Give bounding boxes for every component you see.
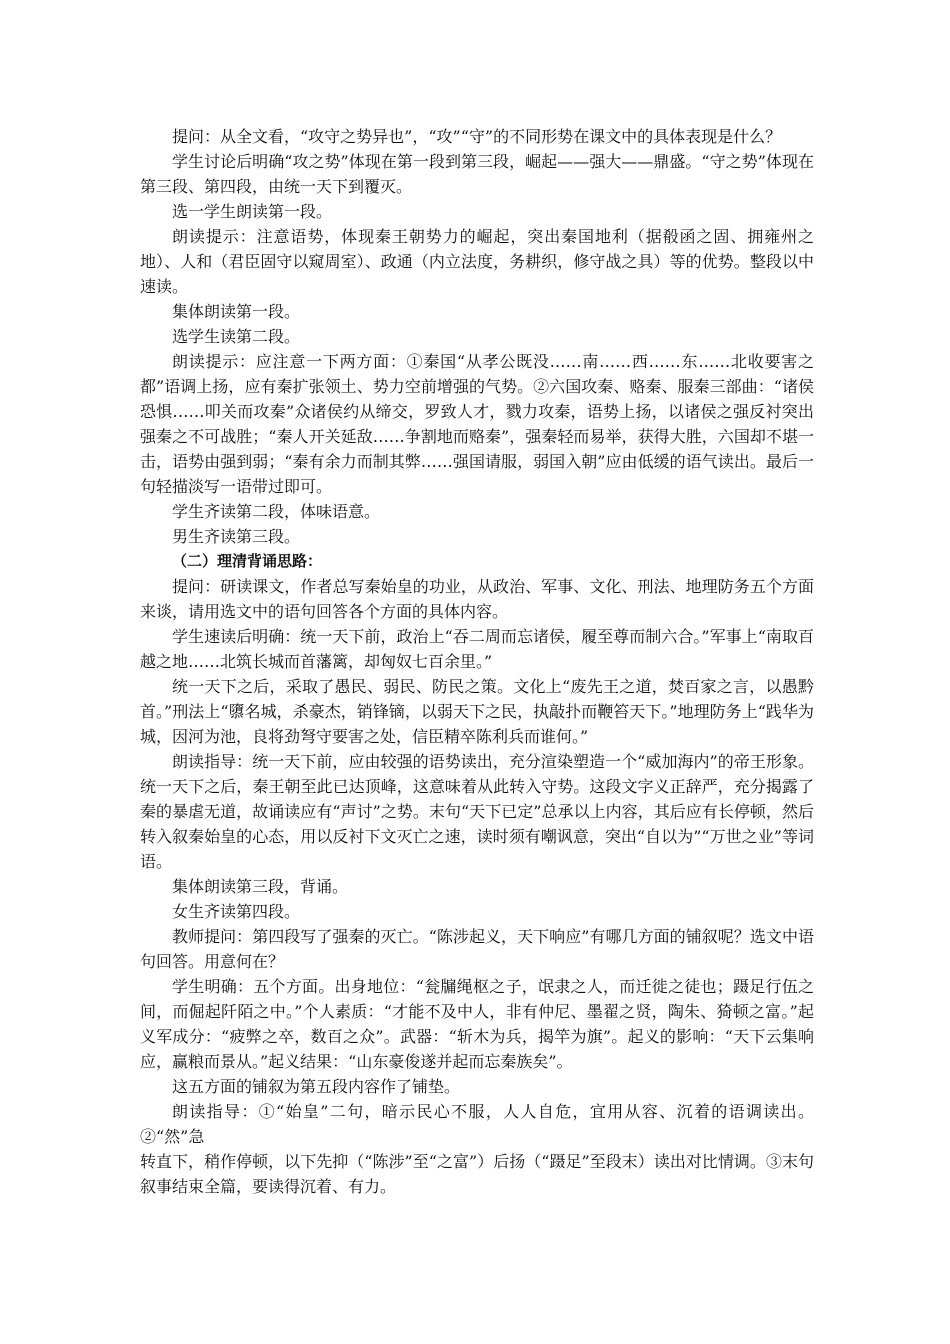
paragraph: 教师提问：第四段写了强秦的灭亡。“陈涉起义，天下响应”有哪几方面的铺叙呢？选文中语句回答。用意何在？: [140, 927, 814, 971]
paragraph: 学生齐读第二段，体味语意。: [172, 502, 381, 521]
paragraph: 提问：从全文看，“攻守之势异也”，“攻”“守”的不同形势在课文中的具体表现是什么？: [172, 127, 782, 146]
paragraph: 男生齐读第三段。: [172, 527, 301, 546]
paragraph: 学生明确：五个方面。出身地位：“瓮牖绳枢之子，氓隶之人，而迁徙之徒也；蹑足行伍之间，而倔起阡陌之中。”个人素质：“才能不及中人，非有仲尼、墨翟之贤，陶朱、猗顿之富。”起义军成分：“疲弊之卒，数百之众”。武器：“斩木为兵，揭竿为旗”。起义的影响：“天下云集响应，赢粮而景从。”起义结果：“山东豪俊遂并起而忘秦族矣”。: [140, 977, 814, 1071]
paragraph: 女生齐读第四段。: [172, 902, 301, 921]
paragraph: 选学生读第二段。: [172, 327, 301, 346]
document-body: [140, 124, 814, 1199]
paragraph: 朗读提示：应注意一下两方面：①秦国“从孝公既没……南……西……东……北收要害之都”语调上扬，应有秦扩张领土、势力空前增强的气势。②六国攻秦、赂秦、服秦三部曲：“诸侯恐惧……叩关而攻秦”众诸侯约从缔交，罗致人才，戮力攻秦，语势上扬，以诸侯之强反衬突出强秦之不可战胜；“秦人开关延敌……争割地而赂秦”，强秦轻而易举，获得大胜，六国却不堪一击，语势由强到弱；“秦有余力而制其弊……强国请服，弱国入朝”应由低缓的语气读出。最后一句轻描淡写一语带过即可。: [140, 352, 814, 496]
paragraph: 这五方面的铺叙为第五段内容作了铺垫。: [172, 1077, 461, 1096]
paragraph: 统一天下之后，采取了愚民、弱民、防民之策。文化上“废先王之道，焚百家之言，以愚黔首。”刑法上“隳名城，杀豪杰，销锋镝，以弱天下之民，执敲扑而鞭笞天下。”地理防务上“践华为城，因河为池，良将劲弩守要害之处，信臣精卒陈利兵而谁何。”: [140, 677, 814, 746]
paragraph: 转直下，稍作停顿，以下先抑（“陈涉”至“之富”）后扬（“蹑足”至段末）读出对比情调。③末句叙事结束全篇，要读得沉着、有力。: [140, 1152, 814, 1196]
paragraph: 集体朗读第一段。: [172, 302, 301, 321]
paragraph: 集体朗读第三段，背诵。: [172, 877, 349, 896]
paragraph: 学生速读后明确：统一天下前，政治上“吞二周而忘诸侯，履至尊而制六合。”军事上“南取百越之地……北筑长城而首藩篱，却匈奴七百余里。”: [140, 627, 814, 671]
paragraph: 提问：研读课文，作者总写秦始皇的功业，从政治、军事、文化、刑法、地理防务五个方面来谈，请用选文中的语句回答各个方面的具体内容。: [140, 577, 814, 621]
paragraph: 朗读指导：①“始皇”二句，暗示民心不服，人人自危，宜用从容、沉着的语调读出。②“然”急: [140, 1102, 814, 1146]
paragraph: 学生讨论后明确“攻之势”体现在第一段到第三段，崛起——强大——鼎盛。“守之势”体现在第三段、第四段，由统一天下到覆灭。: [140, 152, 814, 196]
paragraph: 选一学生朗读第一段。: [172, 202, 333, 221]
paragraph: 朗读提示：注意语势，体现秦王朝势力的崛起，突出秦国地利（据殽函之固、拥雍州之地）、人和（君臣固守以窥周室）、政通（内立法度，务耕织，修守战之具）等的优势。整段以中速读。: [140, 227, 814, 296]
paragraph: 朗读指导：统一天下前，应由较强的语势读出，充分渲染塑造一个“威加海内”的帝王形象。统一天下之后，秦王朝至此已达顶峰，这意味着从此转入守势。这段文字义正辞严，充分揭露了秦的暴虐无道，故诵读应有“声讨”之势。末句“天下已定”总承以上内容，其后应有长停顿，然后转入叙秦始皇的心态，用以反衬下文灭亡之速，读时须有嘲讽意，突出“自以为”“万世之业”等词语。: [140, 752, 814, 871]
section-heading: （二）理清背诵思路：: [172, 552, 323, 570]
